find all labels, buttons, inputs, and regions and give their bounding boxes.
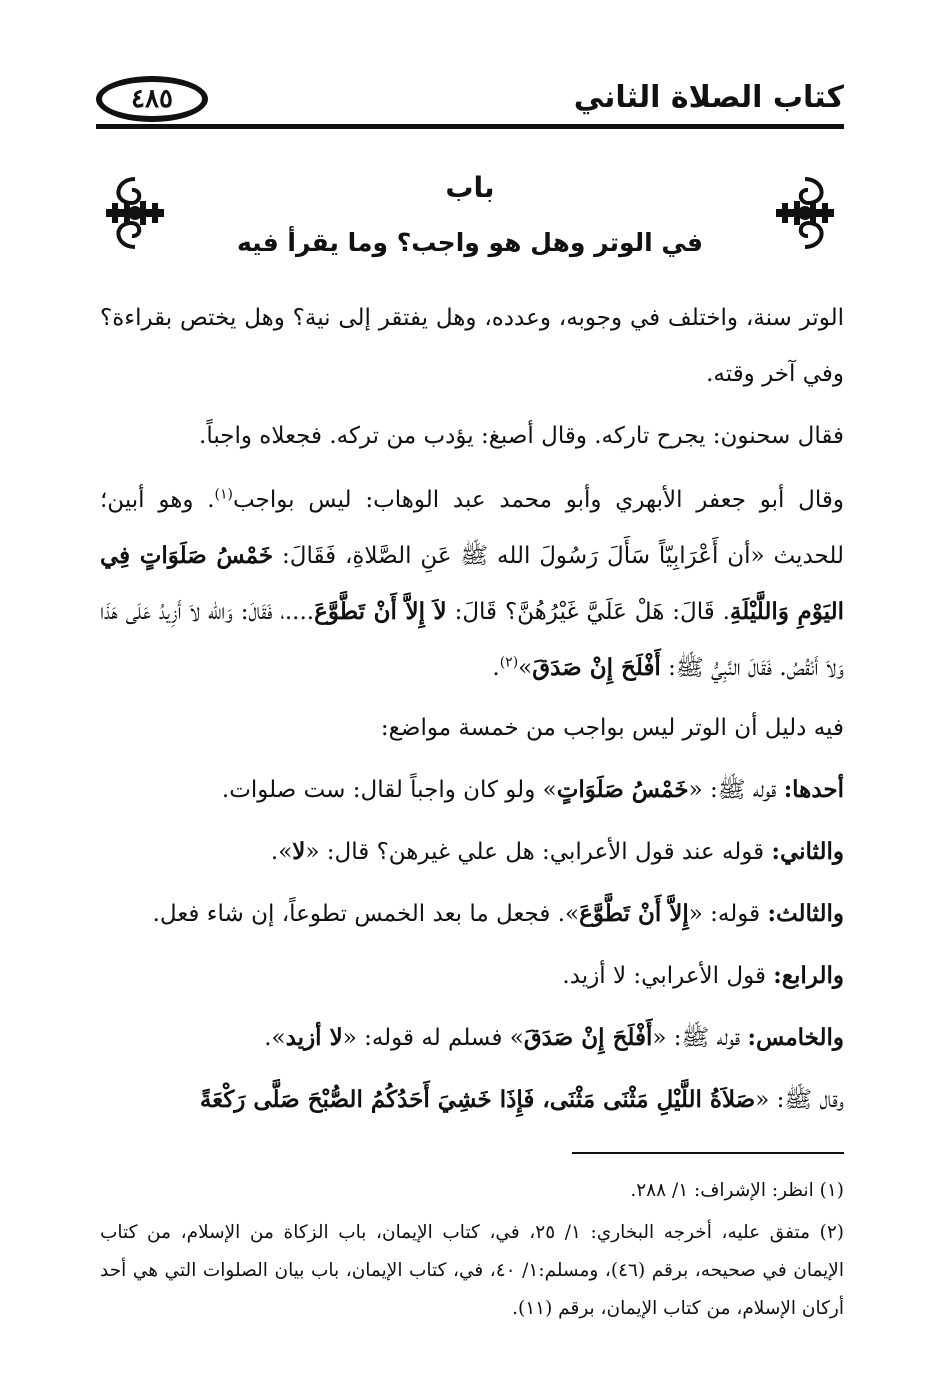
point-fifth (100, 1010, 844, 1066)
text-run: قول الأعرابي: لا أزيد. (562, 963, 774, 989)
point-fourth (100, 948, 844, 1004)
text-run: وقال ﷺ: « (755, 1087, 844, 1113)
text-run: قوله: « (688, 901, 768, 927)
text-run: قوله عند قول الأعرابي: هل علي غيرهن؟ قال: « (305, 839, 772, 865)
paragraph-night-prayer (100, 1072, 844, 1128)
chapter-label: باب (445, 171, 495, 204)
point-second (100, 824, 844, 880)
footnote-ref-2: (٢) (499, 654, 519, 671)
text-run: » ولو كان واجباً لقال: ست صلوات. (221, 777, 557, 803)
running-title: كتاب الصلاة الثاني (573, 80, 844, 115)
chapter-title: في الوتر وهل هو واجب؟ وما يقرأ فيه (236, 228, 704, 257)
scroll-ornament-icon (102, 175, 168, 251)
paragraph-five-points: فيه دليل أن الوتر ليس بواجب من خمسة مواضع: (380, 715, 844, 741)
paragraph-hadith (100, 472, 844, 696)
text-run: . (492, 655, 500, 681)
point-lead: والرابع: (773, 962, 844, 989)
hadith-quote: خَمْسُ صَلَوَاتٍ (556, 776, 689, 803)
page-number-oval (96, 76, 208, 122)
point-lead: والثاني: (771, 838, 844, 865)
scroll-ornament-icon (772, 175, 838, 251)
hadith-quote: لا أزيد (285, 1024, 343, 1051)
text-run: ». (270, 839, 293, 865)
point-lead: والثالث: (767, 900, 844, 927)
point-third (100, 886, 844, 942)
text-run: قوله ﷺ: « (688, 777, 784, 803)
footnote-2: (٢) متفق عليه، أخرجه البخاري: ١/ ٢٥، في، كتاب الإيمان، باب الزكاة من الإسلام، من كتاب الإيمان في صحيحه، برقم (٤٦)، ومسلم:١/ ٤٠، في، كتاب الإيمان، باب بيان الصلوات التي هي أحد أركان الإسلام، من كتاب الإيمان، برقم (١١). (100, 1222, 844, 1319)
footnote-ref-1: (١) (214, 486, 234, 503)
page-number: ٤٨٥ (131, 84, 173, 114)
hadith-quote: خَمْسُ صَلَوَاتٍ فِي اليَوْمِ وَاللَّيْلَةِ (100, 542, 844, 625)
point-lead: أحدها: (783, 776, 844, 803)
text-run: » فسلم له قوله: « (342, 1025, 524, 1051)
hadith-quote: أَفْلَحَ إِنْ صَدَقَ (523, 1024, 653, 1051)
point-lead: والخامس: (747, 1024, 844, 1051)
text-run: . وهو أبين؛ للحديث «أن أَعْرَابِيّاً سَأَلَ رَسُولَ الله ﷺ عَنِ الصَّلاةِ، فَقَالَ: (100, 487, 844, 569)
paragraph-intro: الوتر سنة، واختلف في وجوبه، وعدده، وهل يفتقر إلى نية؟ وهل يختص بقراءة؟ وفي آخر وقته. (100, 305, 844, 387)
text-run: ....، فَقَالَ: وَالله لاَ أَزِيدُ عَلَى هَذَا وَلاَ أَنْقُصُ. فَقَالَ النَّبِيُّ ﷺ: (100, 599, 844, 681)
hadith-quote: لا (292, 838, 306, 865)
hadith-quote: صَلاَةُ اللَّيْلِ مَثْنَى مَثْنَى، فَإِذَا خَشِيَ أَحَدُكُمُ الصُّبْحَ صَلَّى رَكْعَةً (199, 1086, 756, 1113)
page-header (96, 72, 844, 134)
text-run: . قَالَ: هَلْ عَلَيَّ غَيْرُهُنَّ؟ قَالَ: (446, 599, 730, 625)
text-run: وقال أبو جعفر الأبهري وأبو محمد عبد الوهاب: ليس بواجب (233, 487, 844, 513)
text-run: ». (264, 1025, 286, 1051)
text-run: » (518, 655, 533, 681)
hadith-quote: أَفْلَحَ إِنْ صَدَقَ (532, 654, 661, 681)
footnote-1: (١) انظر: الإشراف: ١/ ٢٨٨. (630, 1180, 844, 1201)
header-rule (96, 124, 844, 129)
hadith-quote: لاَ إِلاَّ أَنْ تَطَّوَّعَ (314, 598, 447, 625)
point-first (100, 762, 844, 818)
text-run: ». فجعل ما بعد الخمس تطوعاً، إن شاء فعل. (152, 901, 580, 927)
hadith-quote: إِلاَّ أَنْ تَطَّوَّعَ (579, 900, 689, 927)
paragraph-sahnun: فقال سحنون: يجرح تاركه. وقال أصبغ: يؤدب من تركه. فجعلاه واجباً. (199, 423, 844, 449)
footnote-rule (572, 1152, 844, 1154)
text-run: قوله ﷺ: « (652, 1025, 748, 1051)
